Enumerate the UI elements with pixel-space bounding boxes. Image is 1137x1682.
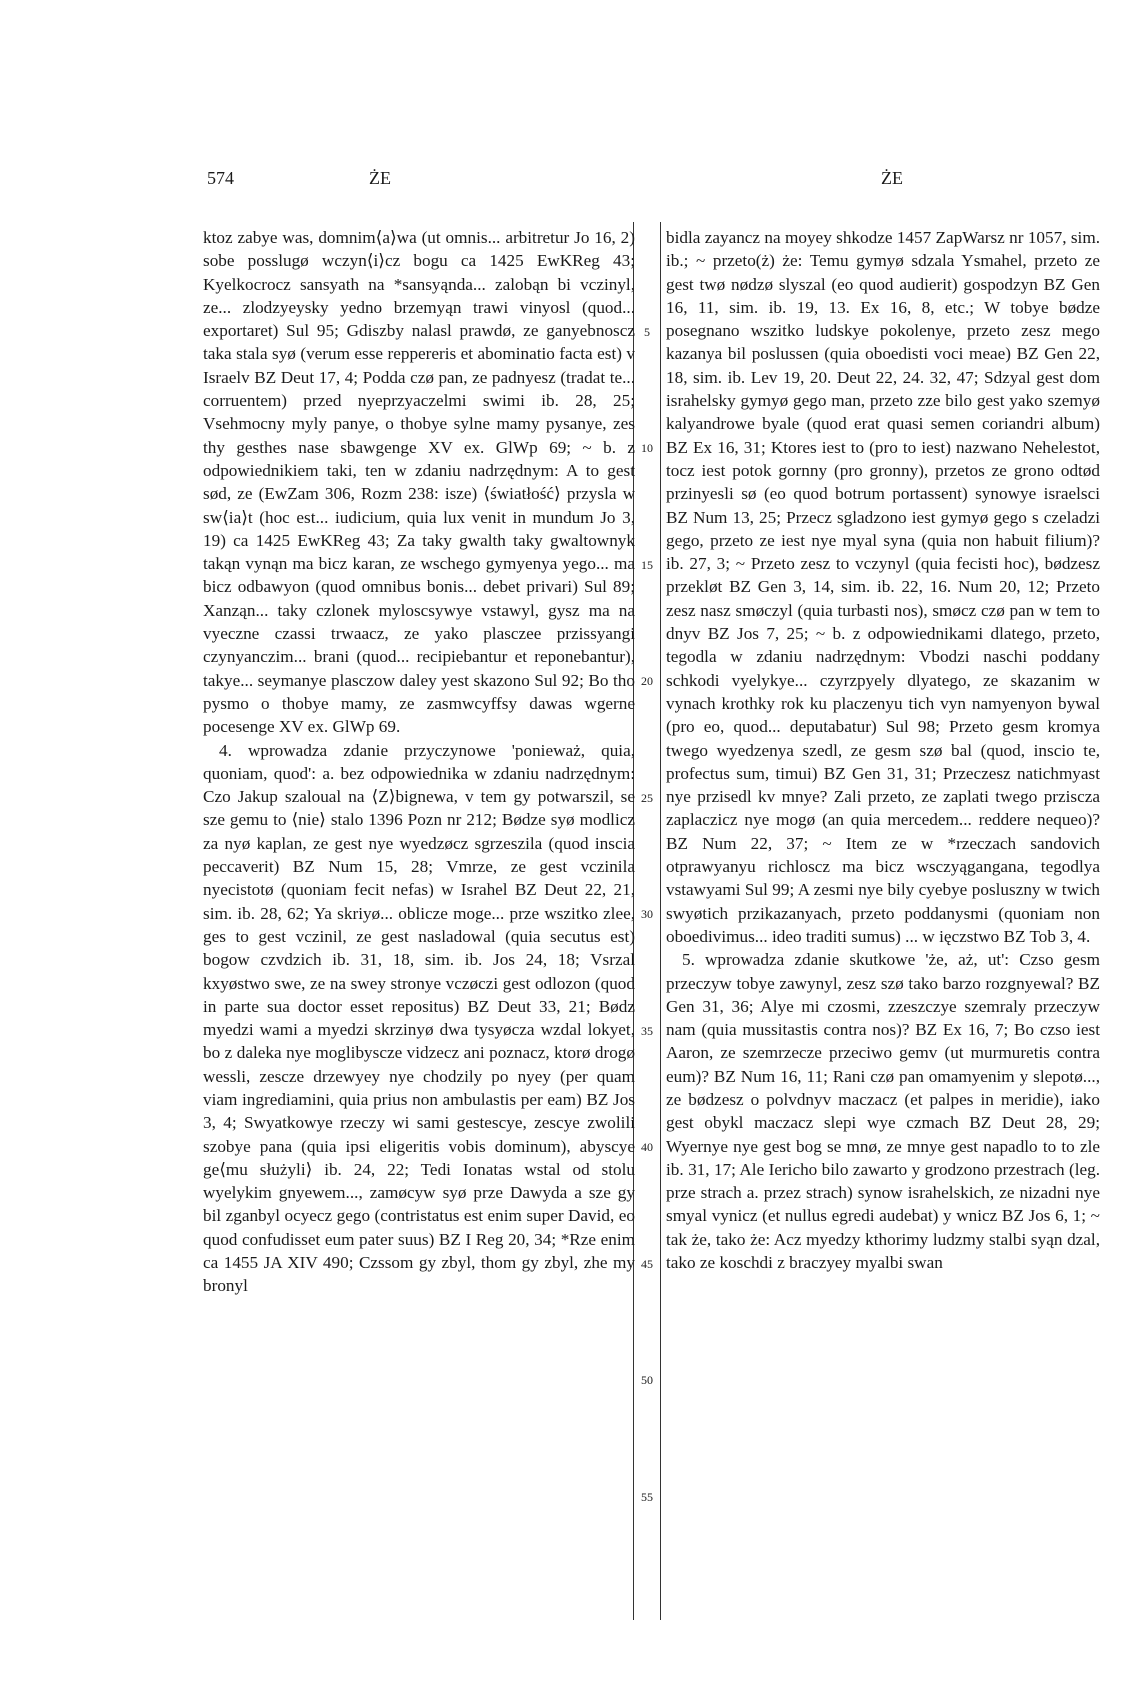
- line-number: 30: [641, 907, 653, 921]
- line-number: 40: [641, 1140, 653, 1154]
- line-number: 15: [641, 558, 653, 572]
- line-number: 20: [641, 674, 653, 688]
- sense-4-text: 4. wprowadza zdanie przyczynowe 'ponieważ, quia, quoniam, quod': a. bez odpowiednika w zdaniu nadrzędnym: Czo Jakup szaloual na ⟨Z⟩bignewa, v tem gy potwarszil, se sze gemu to ⟨nie⟩ stalo 1396 Pozn nr 212; Bødze syø modlicz za nyø kaplan, ze gest nye wyedzøcz sgrzeszila (quod inscia peccaverit) BZ Num 15, 28; Vmrze, ze gest vczinila nyecistotø (quoniam fecit nefas) w Israhel BZ Deut 22, 21, sim. ib. 28, 62; Ya skriyø... oblicze moge... prze wszitko zlee, ges to gest vczinil, ze gest nasladowal (quia secutus est) bogow czvdzich ib. 31, 18, sim. ib. Jos 24, 18; Vsrzal kxyøstwo swe, ze na swey stronye vczøczi gest odlozon (quod in parte sua doctor esset repositus) BZ Deut 33, 21; Bødz myedzi wami a myedzi skrzinyø dwa tysyøcza wzdal lokyet, bo z daleka nye moglibyscze vidzecz ani poznacz, ktorø drogø wessli, zescze drzewyey nye chodzily po nyey (per quam viam ingrediamini, quia prius non ambulastis per eam) BZ Jos 3, 4; Swyatkowye rzeczy wi sami gestescye, zescye zwolili szobye pana (quia ipsi eligeritis vobis dominum), abyscye ge⟨mu służyli⟩ ib. 24, 22; Tedi Ionatas wstal od stolu wyelykim gnyewem..., zamøcyw syø prze Dawyda a sze gy bil zganbyl ocyecz gego (contristatus est enim super David, eo quod confudisset eum pater suus) BZ I Reg 20, 34; *Rze enim ca 1455 JA XIV 490; Czssom gy zbyl, thom gy zbyl, zhe my bronyl: [203, 740, 635, 1296]
- line-number: 10: [641, 441, 653, 455]
- entry-text: ktoz zabye was, domnim⟨a⟩wa (ut omnis... arbitretur Jo 16, 2) sobe posslugø wczyn⟨i⟩cz bogu ca 1425 EwKReg 43; Kyelkocrocz sansyath na *sansyąnda... zalobąn bi vczinyl, ze... zlodzyeysky yedno brzemyąn trawi vinyosl (quod... exportaret) Sul 95; Gdiszby nalasl prawdø, ze ganyebnoscz taka stala syø (verum esse reppereris et abominatio facta est) v Israelv BZ Deut 17, 4; Podda czø pan, ze padnyesz (tradat te... corruentem) przed nyeprzyaczelmi swimi ib. 28, 25; Vsehmocny myly panye, o thobye sylne mamy pysanye, zes thy gesthes nase sbawgenge XV ex. GlWp 69; ~ b. z odpowiednikiem taki, ten w zdaniu nadrzędnym: A to gest sød, ze (EwZam 306, Rozm 238: isze) ⟨światłość⟩ przysla w sw⟨ia⟩t (hoc est... iudicium, quia lux venit in mundum Jo 3, 19) ca 1425 EwKReg 43; Za taky gwalth taky gwaltownyk takąn vynąn ma bicz karan, ze wschego gymyenya yego... ma bicz odbawyon (quod omnibus bonis... debet privari) Sul 89; Xanząn... taky czlonek myloscsywye vstawyl, gysz ma na vyeczne czassi trwaacz, ze yako plasczee przissyangi czynyanczim... brani (quod... recipiebantur et reponebantur), takye... seymanye plasczow daley yest skazono Sul 92; Bo tho pysmo o thobye mamy, ze zasmwcyffsy dawas wgerne pocesenge XV ex. GlWp 69.: [203, 228, 635, 737]
- right-column: [666, 226, 1100, 1274]
- left-column: [203, 226, 635, 1298]
- line-number: 25: [641, 791, 653, 805]
- column-rule-right: [660, 222, 661, 1620]
- line-number: 35: [641, 1024, 653, 1038]
- line-number: 5: [644, 325, 650, 339]
- running-head-right: ŻE: [881, 168, 903, 188]
- line-number: 50: [641, 1373, 653, 1387]
- page-number: 574: [207, 168, 234, 188]
- sense-5-text: 5. wprowadza zdanie skutkowe 'że, aż, ut': Czso gesm przeczyw tobye zawynyl, zesz szø tako barzo rozgnyewal? BZ Gen 31, 36; Alye mi czosmi, zzeszczye szemraly przeczyw nam (quia mussitastis contra nos)? BZ Ex 16, 7; Bo czso iest Aaron, ze szemrzecze przeciwo gemv (ut murmuretis contra eum)? BZ Num 16, 11; Rani czø pan omamyenim y slepotø..., ze bødzesz o polvdnyv maczacz (et palpes in meridie), iako gest obykl maczacz slepi wye czmach BZ Deut 28, 29; Wyernye nye gest bog se mnø, ze mnye gest napadlo to to zle ib. 31, 17; Ale Iericho bilo zawarto y grodzono przestrach (leg. prze strach a. przez strach) synow israhelskich, ze nizadni nye smyal vynicz (et nullus egredi audebat) y wnicz BZ Jos 6, 1; ~ tak że, tako że: Acz myedzy kthorimy ludzmy stalbi syąn dzal, tako ze koschdi z braczyey myalbi swan: [666, 950, 1100, 1273]
- line-number: 45: [641, 1257, 653, 1271]
- line-number: 55: [641, 1490, 653, 1504]
- entry-text: bidla zayancz na moyey shkodze 1457 ZapWarsz nr 1057, sim. ib.; ~ przeto(ż) że: Temu gymyø sdzala Ysmahel, przeto ze gest twø nødzø slyszal (eo quod audierit) gospodzyn BZ Gen 16, 11, sim. ib. 19, 13. Ex 16, 8, etc.; W tobye bødze posegnano wszitko ludskye pokolenye, przeto zesz mego kazanya bil poslussen (quia oboedisti voci meae) BZ Gen 22, 18, sim. ib. Lev 19, 20. Deut 22, 24. 32, 47; Sdzyal gest dom israhelsky gymyø gego man, przeto zze bilo gest yako szemyø kalyandrowe byale (quod erat quasi semen coriandri album) BZ Ex 16, 31; Ktores iest to (pro to iest) nazwano Nehelestot, tocz iest potok gornny (pro gronny), przetos ze grono odtød przinyesli sø (eo quod botrum portassent) synowye israelsci BZ Num 13, 25; Przecz sgladzono iest gymyø gego s czeladzi gego, przeto ze iest nye myal syna (quia non habuit filium)? ib. 27, 3; ~ Przeto zesz to vczynyl (quia fecisti hoc), bødzesz przekløt BZ Gen 3, 14, sim. ib. 22, 16. Num 20, 12; Przeto zesz nasz smøczyl (quia turbasti nos), smøcz czø pan w tem to dnyv BZ Jos 7, 25; ~ b. z odpowiednikami dlatego, przeto, tegodla w zdaniu nadrzędnym: Vbodzi naschi poddany schkodi vyelykye... czyrzpyely dlyatego, ze skazanim w vynach krothky rok ku placzenyu tich vyn namyenyon bywal (pro eo, quod... deputabatur) Sul 98; Przeto gesm kromya twego wyedzenya szedl, ze gesm szø bal (quod, inscio te, profectus sum, timui) BZ Gen 31, 31; Przeczesz natichmyast nye przisedl kv mnye? Zali przeto, ze zaplati twego prziscza zaplaczicz nye mogø (an quia mercedem... reddere nequeo)? BZ Num 22, 37; ~ Item ze w *rzeczach sandovich otprawyanyu richloscz ma bicz wsczyągangana, tegodlya vstawyami Sul 99; A zesmi nye bily cyebye posluszny w twich swyøtich przikazanyach, przeto poddanysmi (quoniam non oboedivimus... ideo traditi sumus) ... w ięczstwo BZ Tob 3, 4.: [666, 228, 1100, 946]
- running-head-left: ŻE: [369, 168, 391, 188]
